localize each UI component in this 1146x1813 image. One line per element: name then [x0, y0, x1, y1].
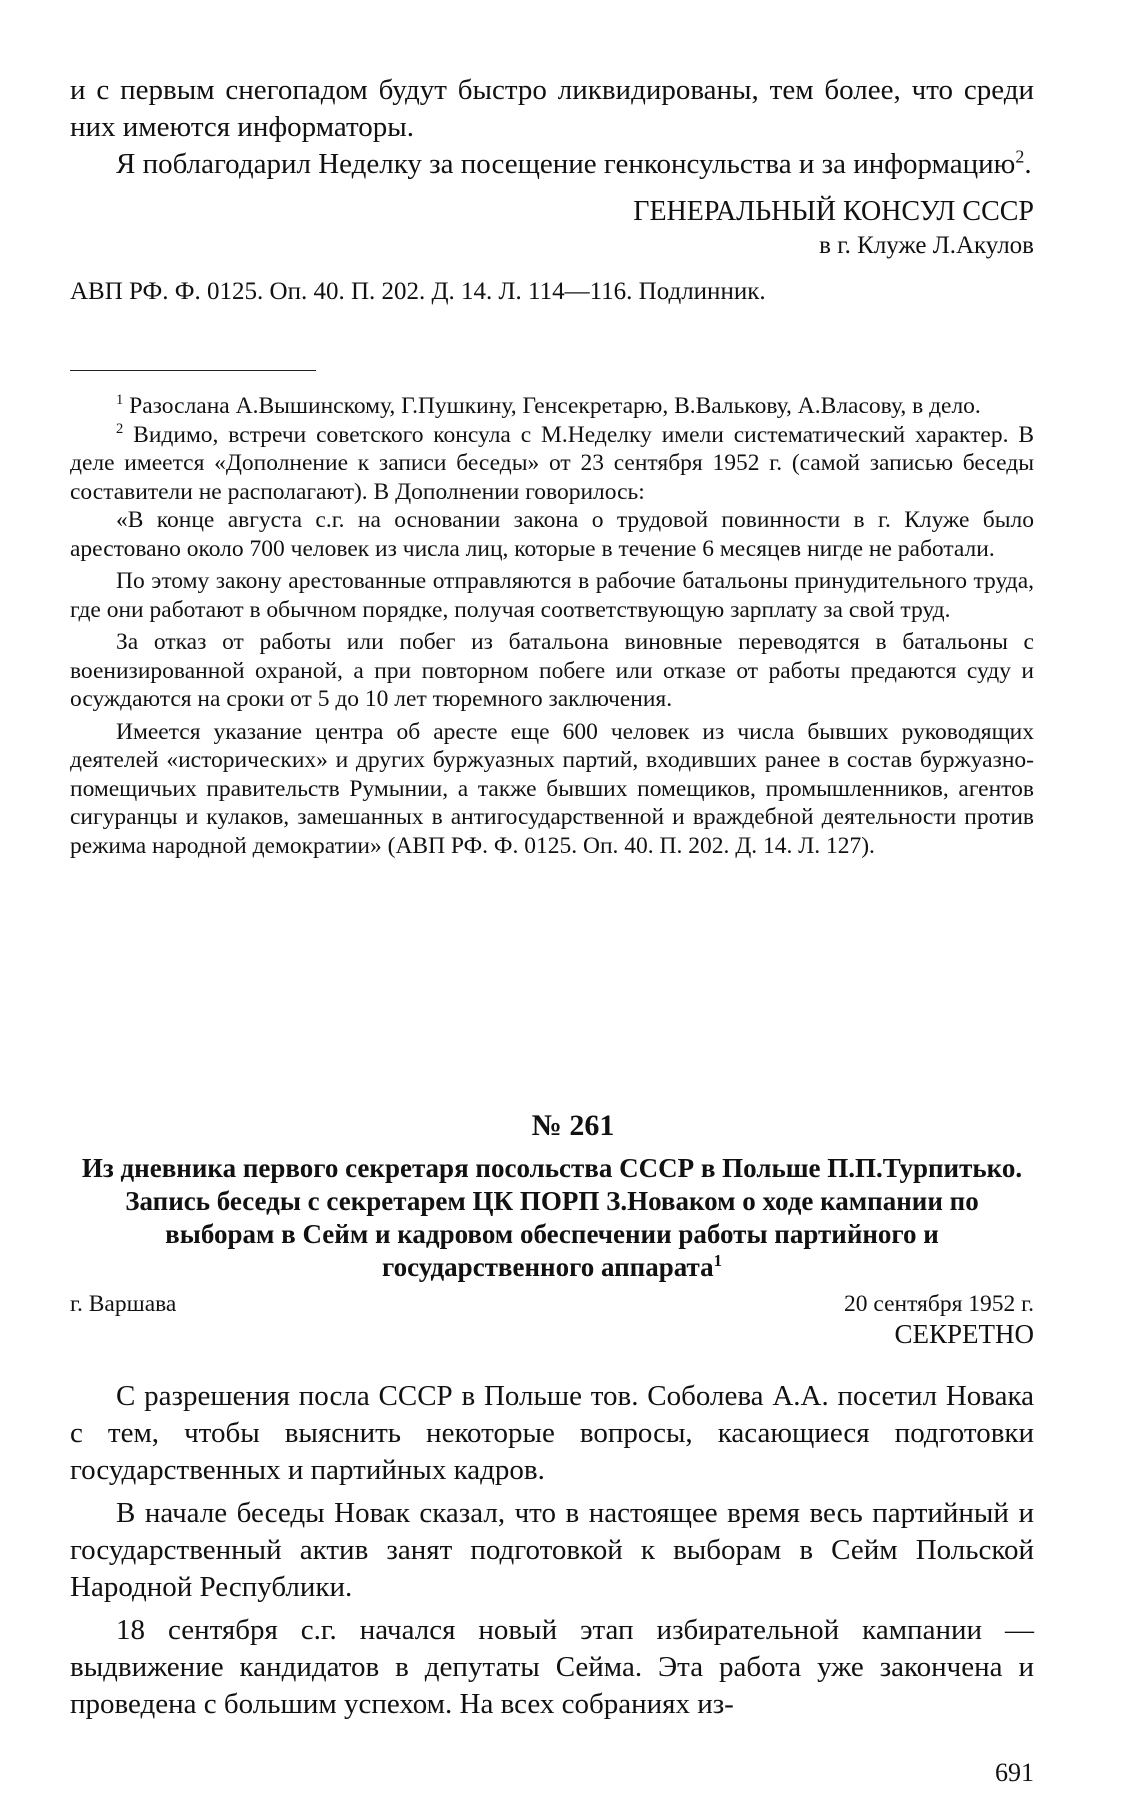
letter-ending [70, 72, 1034, 183]
footnote-1: $^1$ Разослана А.Вышинскому, Г.Пушкину, Генсекретарю, В.Валькову, А.Власову, в дело. [116, 392, 981, 419]
place-date-line [70, 1290, 1034, 1318]
signature-name: в г. Клуже Л.Акулов [819, 232, 1034, 259]
classification-block [70, 1318, 1034, 1350]
page-number: 691 [995, 1758, 1034, 1787]
footnote-ref: 2 [1015, 146, 1025, 167]
footnotes [70, 392, 1034, 860]
footnote-ref: 1 [713, 1251, 722, 1270]
paragraph: В начале беседы Новак сказал, что в настоящее время весь партийный и государственный актив занят подготовкой к выборам в Сейм Польской Народной Республики. [70, 1497, 1034, 1603]
signature-block [70, 195, 1034, 263]
paragraph: и с первым снегопадом будут быстро ликвидированы, тем более, что среди них имеются информаторы. [70, 74, 1034, 143]
footnote-2: $^2$ Видимо, встречи советского консула с М.Неделку имели систематический характер. В деле имеется «Дополнение к записи беседы» от 23 сентября 1952 г. (самой записью беседы составители не располагают). В Дополнении говорилось: [70, 420, 1034, 505]
document-title-block [70, 1152, 1034, 1284]
document-number: № 261 [531, 1109, 615, 1142]
quote-paragraph: Имеется указание центра об аресте еще 600 человек из числа бывших руководящих деятелей «исторических» и других буржуазных партий, входивших ранее в состав буржуазно-помещичьих правительств Румынии, а также бывших помещиков, промышленников, агентов сигуранцы и кулаков, замешанных в антигосударственной и враждебной деятельности против режима народной демократии» (АВП РФ. Ф. 0125. Оп. 40. П. 202. Д. 14. Л. 127). [70, 718, 1034, 859]
document-place: г. Варшава [70, 1291, 177, 1317]
classification-stamp: СЕКРЕТНО [894, 1319, 1034, 1349]
quote-paragraph: По этому закону арестованные отправляются в рабочие батальоны принудительного труда, где они работают в обычном порядке, получая соответствующую зарплату за свой труд. [70, 568, 1034, 623]
document-body [70, 1378, 1034, 1723]
quote-paragraph: «В конце августа с.г. на основании закона о трудовой повинности в г. Клуже было арестовано около 700 человек из числа лиц, которые в течение 6 месяцев нигде не работали. [70, 507, 1034, 562]
document-title: Из дневника первого секретаря посольства СССР в Польше П.П.Турпитько. Запись беседы с секретарем ЦК ПОРП З.Новаком о ходе кампании по выборам в Сейм и кадровом обеспечении работы партийного и государственного аппарата$^1$ [81, 1153, 1023, 1282]
footnote-divider [70, 370, 316, 371]
signature-title: ГЕНЕРАЛЬНЫЙ КОНСУЛ СССР [633, 196, 1034, 227]
paragraph: С разрешения посла СССР в Польше тов. Соболева А.А. посетил Новака с тем, чтобы выяснить некоторые вопросы, касающиеся подготовки государственных и партийных кадров. [70, 1380, 1034, 1486]
archive-reference: АВП РФ. Ф. 0125. Оп. 40. П. 202. Д. 14. Л. 114—116. Подлинник. [70, 278, 766, 305]
quote-paragraph: За отказ от работы или побег из батальона виновные переводятся в батальоны с военизированной охраной, а при повторном побеге или отказе от работы предаются суду и осуждаются на сроки от 5 до 10 лет тюремного заключения. [70, 629, 1034, 712]
paragraph: 18 сентября с.г. начался новый этап избирательной кампании — выдвижение кандидатов в депутаты Сейма. Эта работа уже закончена и проведена с большим успехом. На всех собраниях из- [70, 1614, 1034, 1720]
paragraph: Я поблагодарил Неделку за посещение генконсульства и за информацию$^2$. [116, 146, 1032, 180]
document-date: 20 сентября 1952 г. [844, 1291, 1034, 1317]
